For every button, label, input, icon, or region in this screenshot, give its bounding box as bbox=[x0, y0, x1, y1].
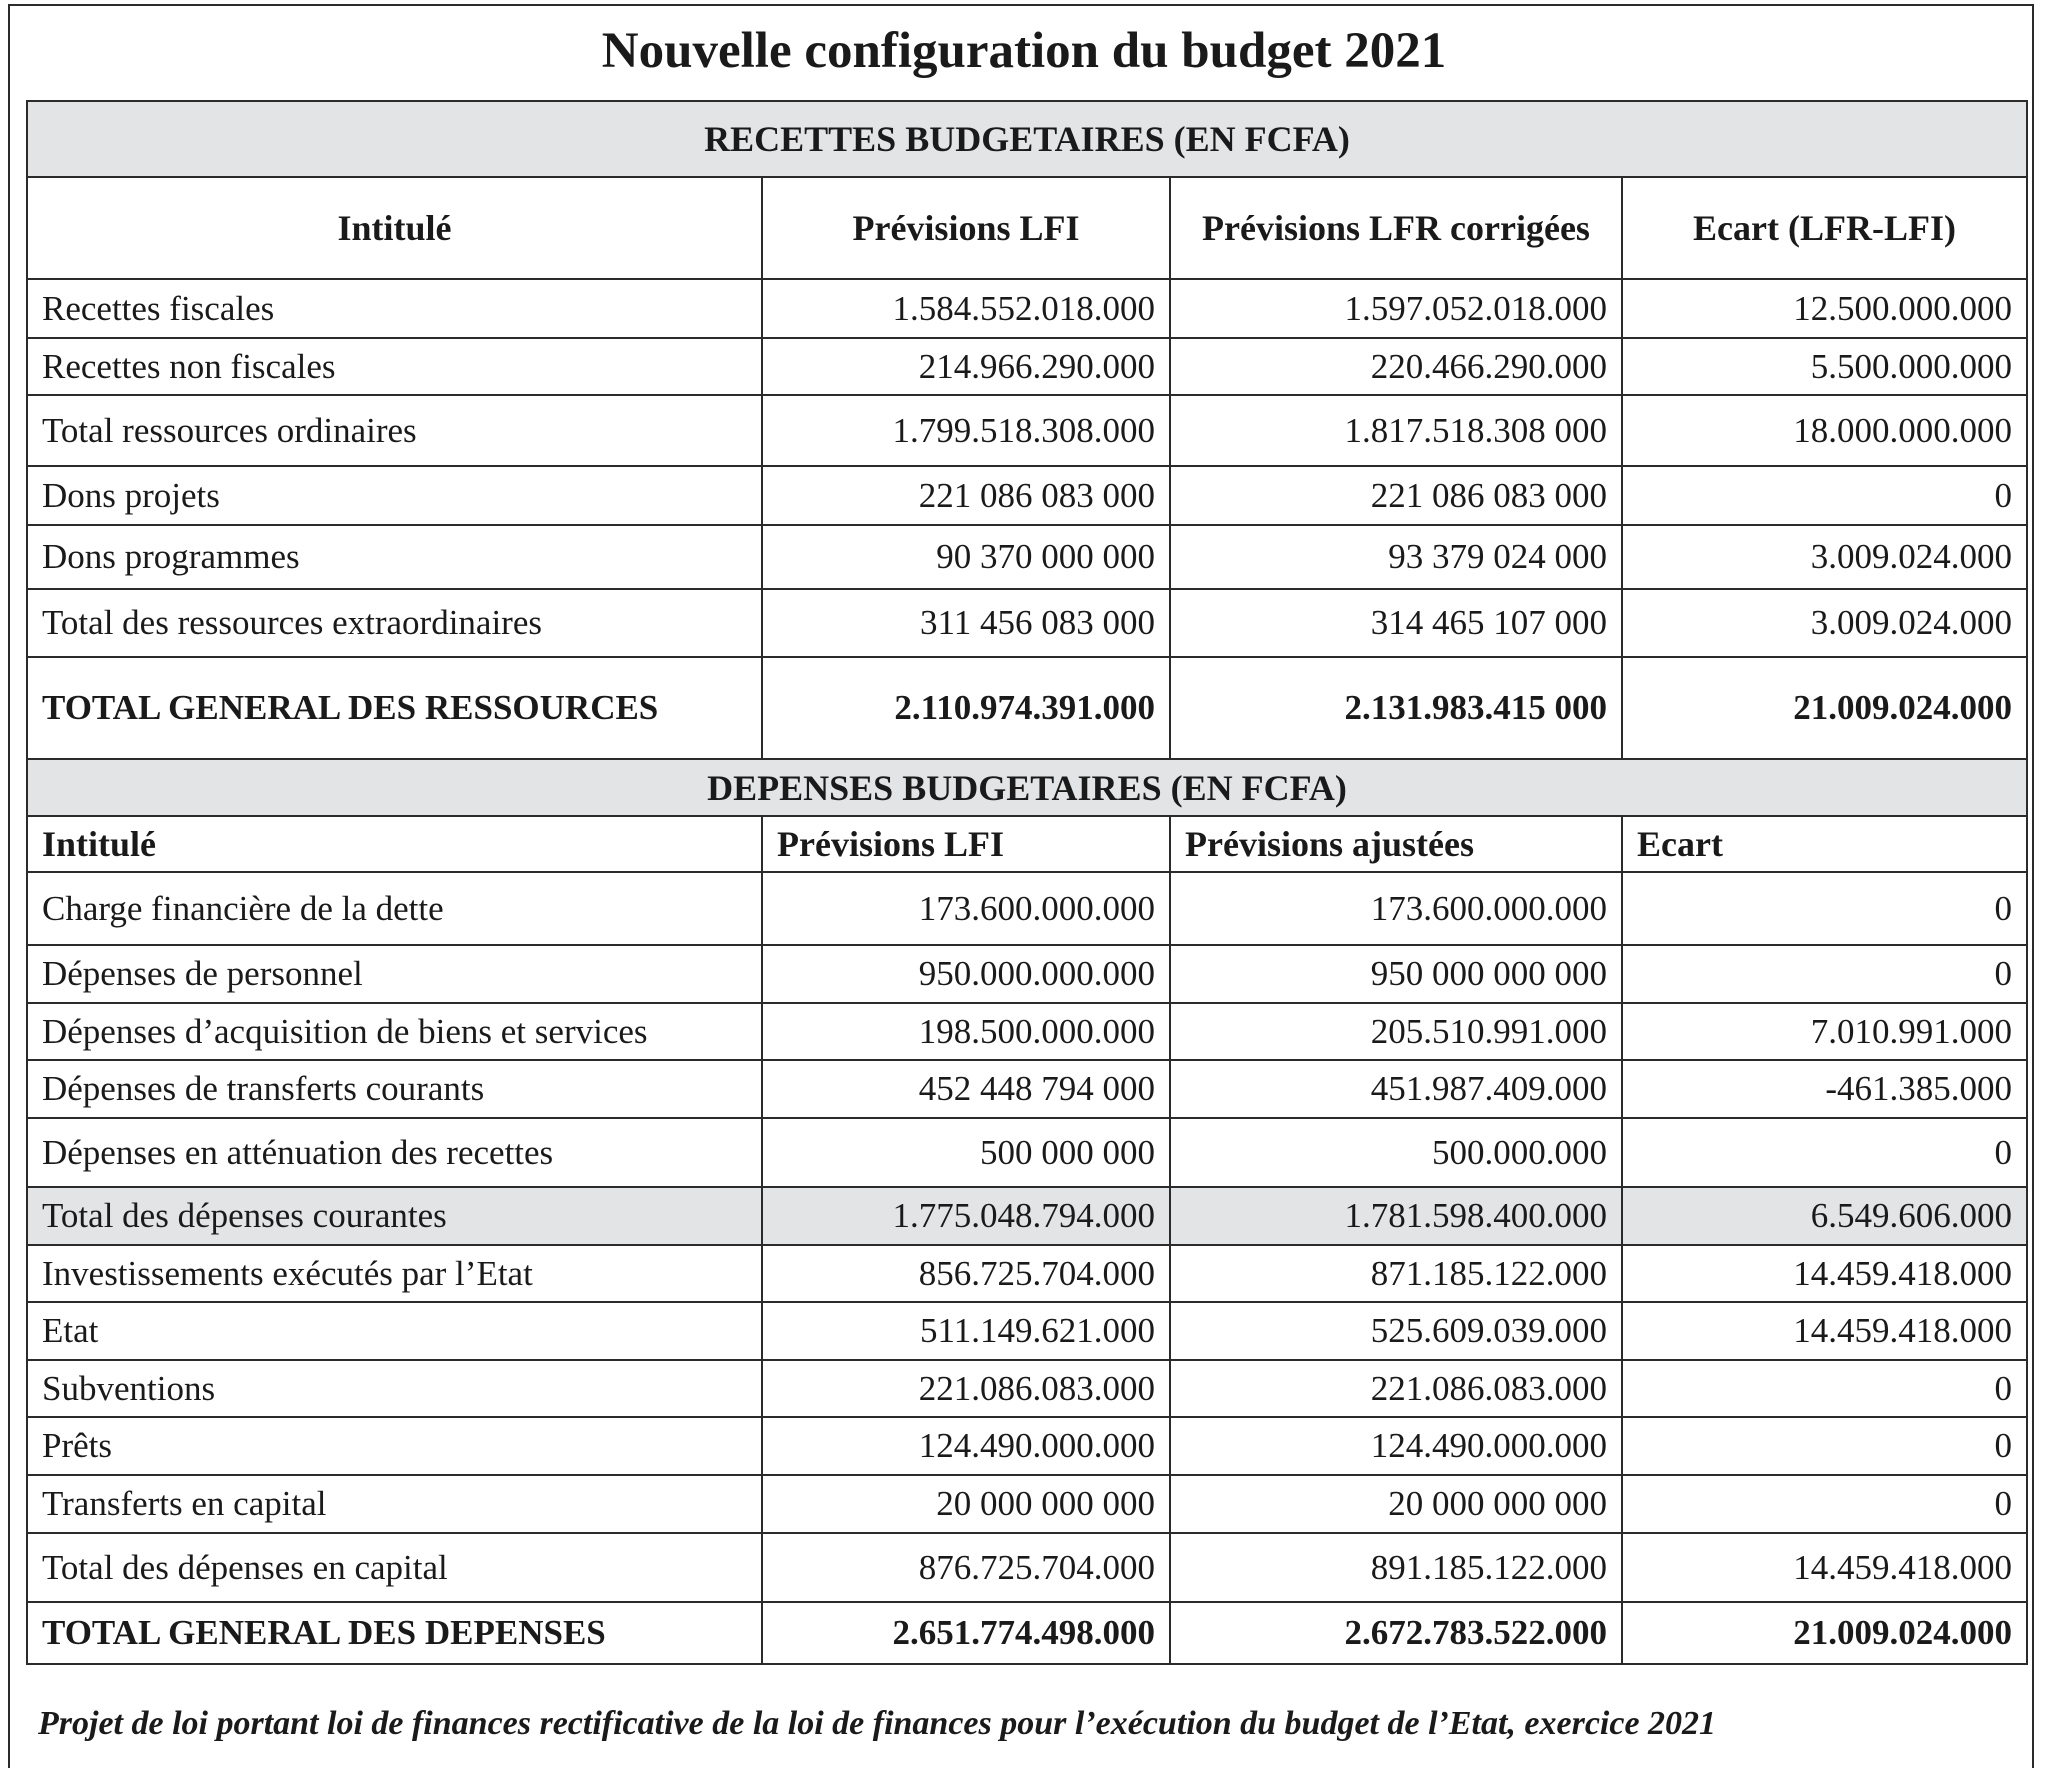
value-lfi: 2.651.774.498.000 bbox=[762, 1602, 1170, 1664]
value-adjusted: 891.185.122.000 bbox=[1170, 1533, 1622, 1602]
row-label: Dons projets bbox=[27, 466, 762, 525]
table-row bbox=[27, 1003, 2027, 1060]
column-header-intitule: Intitulé bbox=[27, 816, 762, 872]
row-label: Transferts en capital bbox=[27, 1475, 762, 1533]
value-lfi: 214.966.290.000 bbox=[762, 338, 1170, 395]
value-ecart: 5.500.000.000 bbox=[1622, 338, 2027, 395]
table-row bbox=[27, 1417, 2027, 1475]
value-lfr: 2.131.983.415 000 bbox=[1170, 657, 1622, 759]
value-ecart: 0 bbox=[1622, 1417, 2027, 1475]
column-header-intitule: Intitulé bbox=[27, 177, 762, 279]
value-adjusted: 205.510.991.000 bbox=[1170, 1003, 1622, 1060]
value-ecart: 3.009.024.000 bbox=[1622, 589, 2027, 657]
value-ecart: 6.549.606.000 bbox=[1622, 1187, 2027, 1245]
value-lfr: 93 379 024 000 bbox=[1170, 525, 1622, 589]
table-row bbox=[27, 279, 2027, 338]
row-label: Dépenses en atténuation des recettes bbox=[27, 1118, 762, 1187]
table-row bbox=[27, 1245, 2027, 1302]
budget-table bbox=[26, 100, 2028, 1665]
row-label: Total ressources ordinaires bbox=[27, 395, 762, 466]
value-lfi: 856.725.704.000 bbox=[762, 1245, 1170, 1302]
value-adjusted: 525.609.039.000 bbox=[1170, 1302, 1622, 1360]
total-row bbox=[27, 657, 2027, 759]
table-row bbox=[27, 872, 2027, 945]
row-label: Investissements exécutés par l’Etat bbox=[27, 1245, 762, 1302]
row-label: Dépenses d’acquisition de biens et services bbox=[27, 1003, 762, 1060]
value-lfi: 20 000 000 000 bbox=[762, 1475, 1170, 1533]
row-label: Dons programmes bbox=[27, 525, 762, 589]
row-label: TOTAL GENERAL DES DEPENSES bbox=[27, 1602, 762, 1664]
value-lfi: 124.490.000.000 bbox=[762, 1417, 1170, 1475]
table-row bbox=[27, 1360, 2027, 1417]
row-label: Charge financière de la dette bbox=[27, 872, 762, 945]
row-label: Dépenses de personnel bbox=[27, 945, 762, 1003]
row-label: Subventions bbox=[27, 1360, 762, 1417]
value-lfi: 511.149.621.000 bbox=[762, 1302, 1170, 1360]
value-ecart: 0 bbox=[1622, 466, 2027, 525]
value-adjusted: 1.781.598.400.000 bbox=[1170, 1187, 1622, 1245]
value-adjusted: 124.490.000.000 bbox=[1170, 1417, 1622, 1475]
column-header-ecart: Ecart bbox=[1622, 816, 2027, 872]
table-row bbox=[27, 466, 2027, 525]
value-adjusted: 20 000 000 000 bbox=[1170, 1475, 1622, 1533]
value-lfi: 950.000.000.000 bbox=[762, 945, 1170, 1003]
value-lfi: 311 456 083 000 bbox=[762, 589, 1170, 657]
value-ecart: 14.459.418.000 bbox=[1622, 1245, 2027, 1302]
value-lfi: 1.799.518.308.000 bbox=[762, 395, 1170, 466]
value-adjusted: 451.987.409.000 bbox=[1170, 1060, 1622, 1118]
value-ecart: 3.009.024.000 bbox=[1622, 525, 2027, 589]
recettes-section-title: RECETTES BUDGETAIRES (EN FCFA) bbox=[27, 101, 2027, 177]
value-lfi: 90 370 000 000 bbox=[762, 525, 1170, 589]
table-row bbox=[27, 1302, 2027, 1360]
value-ecart: 21.009.024.000 bbox=[1622, 1602, 2027, 1664]
value-adjusted: 950 000 000 000 bbox=[1170, 945, 1622, 1003]
value-ecart: 0 bbox=[1622, 945, 2027, 1003]
value-ecart: 12.500.000.000 bbox=[1622, 279, 2027, 338]
value-lfr: 1.817.518.308 000 bbox=[1170, 395, 1622, 466]
value-lfi: 500 000 000 bbox=[762, 1118, 1170, 1187]
row-label: TOTAL GENERAL DES RESSOURCES bbox=[27, 657, 762, 759]
value-lfi: 198.500.000.000 bbox=[762, 1003, 1170, 1060]
value-lfi: 221 086 083 000 bbox=[762, 466, 1170, 525]
table-row bbox=[27, 589, 2027, 657]
depenses-section-header bbox=[27, 759, 2027, 816]
value-ecart: 18.000.000.000 bbox=[1622, 395, 2027, 466]
value-ecart: -461.385.000 bbox=[1622, 1060, 2027, 1118]
value-lfr: 314 465 107 000 bbox=[1170, 589, 1622, 657]
value-lfi: 2.110.974.391.000 bbox=[762, 657, 1170, 759]
value-adjusted: 2.672.783.522.000 bbox=[1170, 1602, 1622, 1664]
row-label: Recettes fiscales bbox=[27, 279, 762, 338]
table-row bbox=[27, 1118, 2027, 1187]
table-row bbox=[27, 945, 2027, 1003]
value-adjusted: 871.185.122.000 bbox=[1170, 1245, 1622, 1302]
value-lfi: 1.775.048.794.000 bbox=[762, 1187, 1170, 1245]
column-header-previsions-lfi: Prévisions LFI bbox=[762, 177, 1170, 279]
total-row bbox=[27, 1602, 2027, 1664]
row-label: Prêts bbox=[27, 1417, 762, 1475]
value-ecart: 14.459.418.000 bbox=[1622, 1533, 2027, 1602]
table-row bbox=[27, 1533, 2027, 1602]
column-header-previsions-ajustees: Prévisions ajustées bbox=[1170, 816, 1622, 872]
value-ecart: 14.459.418.000 bbox=[1622, 1302, 2027, 1360]
value-adjusted: 221.086.083.000 bbox=[1170, 1360, 1622, 1417]
value-lfi: 173.600.000.000 bbox=[762, 872, 1170, 945]
value-lfr: 221 086 083 000 bbox=[1170, 466, 1622, 525]
depenses-column-headers bbox=[27, 816, 2027, 872]
value-ecart: 7.010.991.000 bbox=[1622, 1003, 2027, 1060]
table-row bbox=[27, 525, 2027, 589]
table-row bbox=[27, 1475, 2027, 1533]
depenses-section-title: DEPENSES BUDGETAIRES (EN FCFA) bbox=[27, 759, 2027, 816]
subtotal-row bbox=[27, 1187, 2027, 1245]
row-label: Total des dépenses courantes bbox=[27, 1187, 762, 1245]
column-header-previsions-lfi: Prévisions LFI bbox=[762, 816, 1170, 872]
footnote-caption: Projet de loi portant loi de finances rectificative de la loi de finances pour l’exécution du budget de l’Etat, exercice 2021 bbox=[38, 1705, 1717, 1742]
value-adjusted: 173.600.000.000 bbox=[1170, 872, 1622, 945]
column-header-previsions-lfr: Prévisions LFR corrigées bbox=[1170, 177, 1622, 279]
value-adjusted: 500.000.000 bbox=[1170, 1118, 1622, 1187]
value-lfr: 1.597.052.018.000 bbox=[1170, 279, 1622, 338]
recettes-column-headers bbox=[27, 177, 2027, 279]
row-label: Total des ressources extraordinaires bbox=[27, 589, 762, 657]
table-row bbox=[27, 395, 2027, 466]
value-ecart: 0 bbox=[1622, 1118, 2027, 1187]
page-title: Nouvelle configuration du budget 2021 bbox=[601, 23, 1447, 79]
row-label: Dépenses de transferts courants bbox=[27, 1060, 762, 1118]
value-ecart: 0 bbox=[1622, 1475, 2027, 1533]
value-lfr: 220.466.290.000 bbox=[1170, 338, 1622, 395]
value-lfi: 452 448 794 000 bbox=[762, 1060, 1170, 1118]
row-label: Recettes non fiscales bbox=[27, 338, 762, 395]
value-ecart: 0 bbox=[1622, 1360, 2027, 1417]
value-lfi: 221.086.083.000 bbox=[762, 1360, 1170, 1417]
value-ecart: 0 bbox=[1622, 872, 2027, 945]
row-label: Total des dépenses en capital bbox=[27, 1533, 762, 1602]
value-ecart: 21.009.024.000 bbox=[1622, 657, 2027, 759]
table-row bbox=[27, 1060, 2027, 1118]
recettes-section-header bbox=[27, 101, 2027, 177]
row-label: Etat bbox=[27, 1302, 762, 1360]
value-lfi: 1.584.552.018.000 bbox=[762, 279, 1170, 338]
column-header-ecart: Ecart (LFR-LFI) bbox=[1622, 177, 2027, 279]
value-lfi: 876.725.704.000 bbox=[762, 1533, 1170, 1602]
table-row bbox=[27, 338, 2027, 395]
